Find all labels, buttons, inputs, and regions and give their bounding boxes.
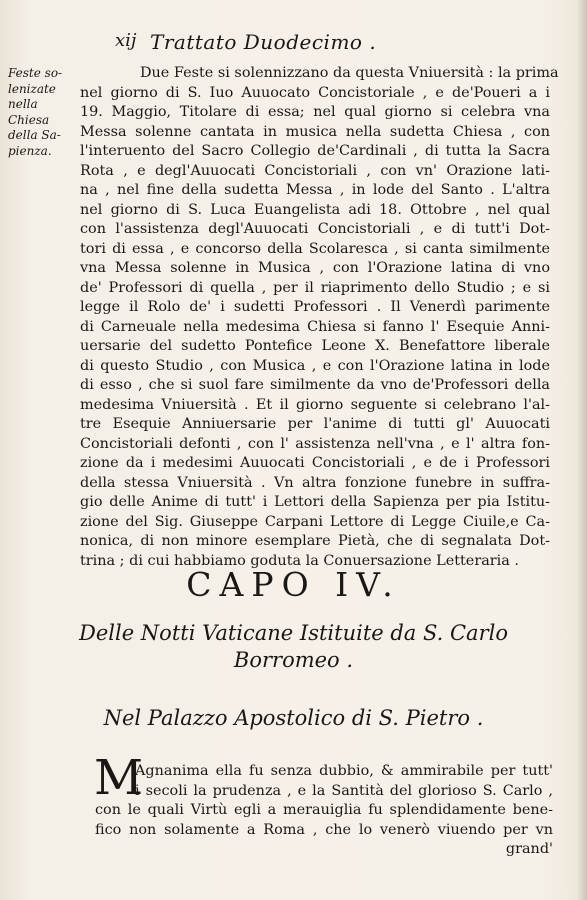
- margin-note: [8, 66, 64, 159]
- chapter-subtitle-line: Delle Notti Vaticane Istituite da S. Carlo: [79, 621, 508, 645]
- text-line: gio delle Anime di tutt' i Lettori della Sapienza per pia Istitu-: [80, 494, 550, 510]
- text-line: medesima Vniuersità . Et il giorno seguente si celebrano l'al-: [80, 396, 550, 413]
- text-line: i secoli la prudenza , e la Santità del glorioso S. Carlo ,: [135, 782, 553, 799]
- margin-note-line: della Sa-: [8, 128, 61, 142]
- text-line: tori di essa , e concorso della Scolaresca , si canta similmente: [80, 240, 550, 257]
- text-line: nel giorno di S. Iuo Auuocato Concistoriale , e de'Poueri a i: [80, 84, 550, 101]
- text-line: tre Esequie Anniuersarie per l'anime di tutti gl' Auuocati: [80, 416, 550, 432]
- text-line: vna Messa solenne in Musica , con l'Orazione latina di vno: [80, 260, 550, 276]
- text-line: trina ; di cui habbiamo goduta la Conuersazione Letteraria .: [80, 552, 519, 569]
- margin-note-line: lenizate: [8, 81, 56, 96]
- text-line: 19. Maggio, Titolare di essa; nel qual giorno si celebra vna: [80, 104, 550, 120]
- paragraph-capo-iv: [95, 762, 553, 860]
- text-line: zione da i medesimi Auuocati Concistoriali , e de i Professori: [80, 455, 550, 471]
- chapter-subtitle-line: Borromeo .: [233, 648, 354, 672]
- catchword: grand': [505, 841, 553, 857]
- text-line: con le quali Virtù egli a merauiglia fu splendidamente bene-: [95, 802, 553, 818]
- text-line: l'interuento del Sacro Collegio de'Cardinali , di tutta la Sacra: [80, 143, 550, 159]
- text-line: Agnanima ella fu senza dubbio, & ammirabile per tutt': [135, 763, 553, 779]
- chapter-heading: CAPO IV.: [186, 565, 401, 604]
- drop-cap: M: [94, 750, 144, 806]
- text-line: della stessa Vniuersità . Vn altra fonzione funebre in suffra-: [80, 474, 550, 491]
- page-number: xij: [115, 30, 137, 51]
- text-line: di questo Studio , con Musica , e con l'Orazione latina in lode: [80, 357, 550, 374]
- text-line: Due Feste si solennizzano da questa Vniuersità : la prima: [140, 65, 559, 81]
- text-line: legge il Rolo de' i sudetti Professori . Il Venerdì parimente: [80, 299, 550, 315]
- margin-note-line: nella: [8, 97, 38, 111]
- margin-note-line: pienza.: [8, 143, 52, 158]
- running-title: Trattato Duodecimo .: [150, 30, 377, 54]
- margin-note-line: Chiesa: [8, 112, 50, 127]
- text-line: fico non solamente a Roma , che lo venerò viuendo per vn: [95, 821, 553, 838]
- text-line: Rota , e degl'Auuocati Concistoriali , con vn' Orazione lati-: [80, 162, 550, 179]
- text-line: nonica, di non minore esemplare Pietà, che di segnalata Dot-: [80, 533, 550, 549]
- page-edge-shadow: [577, 0, 587, 900]
- text-line: uersarie del sudetto Pontefice Leone X. Benefattore liberale: [80, 338, 550, 354]
- paragraph-festivals: [80, 64, 559, 571]
- text-line: di Carneuale nella medesima Chiesa si fanno l' Esequie Anni-: [80, 318, 550, 335]
- text-line: di esso , che si suol fare similmente da vno de'Professori della: [80, 377, 550, 393]
- text-line: nel giorno di S. Luca Euangelista adi 18. Ottobre , nel qual: [80, 201, 550, 218]
- margin-note-line: Feste so-: [8, 66, 63, 80]
- text-line: Messa solenne cantata in musica nella sudetta Chiesa , con: [80, 123, 550, 140]
- text-line: Concistoriali defonti , con l' assistenza nell'vna , e l' altra fon-: [80, 435, 550, 452]
- text-line: na , nel fine della sudetta Messa , in lode del Santo . L'altra: [80, 182, 550, 198]
- chapter-subtitle-2: Nel Palazzo Apostolico di S. Pietro .: [103, 706, 484, 730]
- text-line: de' Professori di quella , per il riaprimento dello Studio ; e si: [80, 279, 550, 296]
- text-line: con l'assistenza degl'Auuocati Concistoriali , e di tutt'i Dot-: [80, 221, 550, 237]
- text-line: zione del Sig. Giuseppe Carpani Lettore di Legge Ciuile,e Ca-: [80, 513, 550, 530]
- chapter-subtitle: [0, 620, 587, 674]
